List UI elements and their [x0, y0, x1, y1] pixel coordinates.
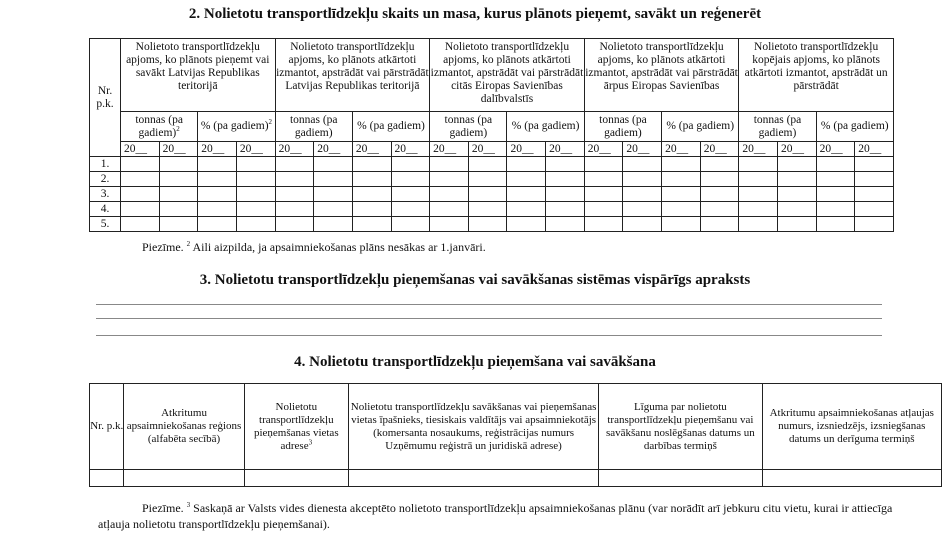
data-cell[interactable] [236, 157, 275, 172]
data-cell[interactable] [236, 202, 275, 217]
data-cell[interactable] [198, 202, 237, 217]
table-row [90, 157, 894, 172]
data-cell[interactable] [159, 157, 198, 172]
year-cell[interactable]: 20__ [700, 142, 739, 157]
data-cell[interactable] [352, 187, 391, 202]
note-prefix: Piezīme. [142, 240, 184, 254]
year-cell[interactable]: 20__ [352, 142, 391, 157]
data-cell[interactable] [739, 172, 778, 187]
vehicle-volume-table [89, 38, 894, 232]
data-cell[interactable] [314, 157, 353, 172]
cell-address[interactable] [244, 470, 348, 487]
cell-nr[interactable] [90, 470, 124, 487]
data-cell[interactable] [352, 172, 391, 187]
tonnas-header: tonnas (pa gadiem) [739, 112, 816, 142]
data-cell[interactable] [468, 187, 507, 202]
year-cell[interactable]: 20__ [430, 142, 469, 157]
data-cell[interactable] [391, 187, 430, 202]
tonnas-header: tonnas (pa gadiem) [584, 112, 661, 142]
group-header-4: Nolietoto transportlīdzekļu apjoms, ko plānots atkārtoti izmantot, apstrādāt vai pārstrādāt ārpus Eiropas Savienības [584, 39, 739, 112]
table-row [90, 202, 894, 217]
section-4-title: 4. Nolietotu transportlīdzekļu pieņemšana vai savākšana [294, 354, 656, 370]
table-row [90, 187, 894, 202]
tonnas-header: tonnas (pa gadiem) [430, 112, 507, 142]
data-cell[interactable] [121, 202, 160, 217]
description-line-1[interactable] [96, 304, 882, 305]
percent-header [198, 112, 275, 142]
year-cell[interactable]: 20__ [855, 142, 894, 157]
data-cell[interactable] [507, 157, 546, 172]
address-header [244, 384, 348, 470]
data-cell[interactable] [314, 187, 353, 202]
data-cell[interactable] [198, 157, 237, 172]
year-cell[interactable]: 20__ [159, 142, 198, 157]
table-row [90, 470, 942, 487]
data-cell[interactable] [584, 187, 623, 202]
year-cell[interactable]: 20__ [623, 142, 662, 157]
row-number: 1. [90, 157, 121, 172]
footnote-2 [142, 240, 486, 255]
data-cell[interactable] [816, 172, 855, 187]
data-cell[interactable] [546, 157, 585, 172]
data-cell[interactable] [468, 217, 507, 232]
data-cell[interactable] [352, 202, 391, 217]
data-cell[interactable] [700, 172, 739, 187]
data-cell[interactable] [275, 157, 314, 172]
group-header-1: Nolietoto transportlīdzekļu apjoms, ko plānots pieņemt vai savākt Latvijas Republikas teritorijā [121, 39, 276, 112]
year-cell[interactable]: 20__ [546, 142, 585, 157]
data-cell[interactable] [507, 172, 546, 187]
note-prefix: Piezīme. [142, 501, 184, 515]
year-cell[interactable]: 20__ [275, 142, 314, 157]
data-cell[interactable] [584, 217, 623, 232]
data-cell[interactable] [275, 217, 314, 232]
collection-points-table [89, 383, 942, 487]
footnote-ref: 2 [186, 240, 191, 248]
data-cell[interactable] [468, 157, 507, 172]
data-cell[interactable] [391, 217, 430, 232]
data-cell[interactable] [546, 202, 585, 217]
footnote-ref: 3 [186, 501, 191, 509]
data-cell[interactable] [121, 187, 160, 202]
percent-label: % (pa gadiem) [200, 120, 269, 132]
data-cell[interactable] [816, 217, 855, 232]
data-cell[interactable] [700, 217, 739, 232]
data-cell[interactable] [430, 157, 469, 172]
data-cell[interactable] [662, 157, 701, 172]
data-cell[interactable] [159, 202, 198, 217]
data-cell[interactable] [584, 172, 623, 187]
data-cell[interactable] [236, 187, 275, 202]
year-cell[interactable]: 20__ [391, 142, 430, 157]
data-cell[interactable] [623, 172, 662, 187]
cell-region[interactable] [124, 470, 244, 487]
data-cell[interactable] [584, 202, 623, 217]
data-cell[interactable] [855, 187, 894, 202]
group-header-2: Nolietoto transportlīdzekļu apjoms, ko plānots atkārtoti izmantot, apstrādāt vai pārstrādāt Latvijas Republikas teritorijā [275, 39, 430, 112]
data-cell[interactable] [584, 157, 623, 172]
data-cell[interactable] [430, 217, 469, 232]
data-cell[interactable] [739, 187, 778, 202]
data-cell[interactable] [855, 157, 894, 172]
description-line-2[interactable] [96, 318, 882, 319]
data-cell[interactable] [275, 172, 314, 187]
year-row [90, 142, 894, 157]
data-cell[interactable] [739, 202, 778, 217]
footnote-ref: 3 [308, 437, 313, 446]
data-cell[interactable] [739, 157, 778, 172]
data-cell[interactable] [777, 202, 816, 217]
data-cell[interactable] [275, 187, 314, 202]
data-cell[interactable] [507, 217, 546, 232]
data-cell[interactable] [121, 157, 160, 172]
cell-owner[interactable] [348, 470, 598, 487]
data-cell[interactable] [198, 187, 237, 202]
data-cell[interactable] [700, 157, 739, 172]
data-cell[interactable] [391, 172, 430, 187]
data-cell[interactable] [430, 187, 469, 202]
footnote-3 [98, 500, 898, 532]
row-number: 5. [90, 217, 121, 232]
owner-header: Nolietotu transportlīdzekļu savākšanas vai pieņemšanas vietas īpašnieks, tiesiskais valdītājs vai apsaimniekotājs (komersanta nosaukums, reģistrācijas numurs Uzņēmumu reģistrā un juridiskā adrese) [348, 384, 598, 470]
cell-contract[interactable] [599, 470, 762, 487]
nr-header: Nr. p.k. [90, 39, 121, 157]
cell-permit[interactable] [762, 470, 941, 487]
year-cell[interactable]: 20__ [777, 142, 816, 157]
description-line-3[interactable] [96, 335, 882, 336]
data-cell[interactable] [546, 187, 585, 202]
table-row [90, 172, 894, 187]
data-cell[interactable] [121, 217, 160, 232]
data-cell[interactable] [739, 217, 778, 232]
year-cell[interactable]: 20__ [739, 142, 778, 157]
data-cell[interactable] [121, 172, 160, 187]
data-cell[interactable] [159, 217, 198, 232]
footnote-ref: 2 [268, 118, 273, 127]
data-cell[interactable] [314, 172, 353, 187]
footnote-ref: 2 [176, 124, 180, 133]
nr-header: Nr. p.k. [90, 384, 124, 470]
data-cell[interactable] [236, 217, 275, 232]
data-cell[interactable] [391, 157, 430, 172]
data-cell[interactable] [700, 202, 739, 217]
tonnas-label: tonnas (pa gadiem) [135, 113, 183, 139]
year-cell[interactable]: 20__ [236, 142, 275, 157]
year-cell[interactable]: 20__ [662, 142, 701, 157]
year-cell[interactable]: 20__ [584, 142, 623, 157]
data-cell[interactable] [159, 172, 198, 187]
data-cell[interactable] [623, 157, 662, 172]
permit-header: Atkritumu apsaimniekošanas atļaujas numurs, izsniedzējs, izsniegšanas datums un derīguma termiņš [762, 384, 941, 470]
data-cell[interactable] [507, 202, 546, 217]
data-cell[interactable] [352, 157, 391, 172]
data-cell[interactable] [430, 172, 469, 187]
data-cell[interactable] [391, 202, 430, 217]
subheader-row [90, 112, 894, 142]
section-3-title: 3. Nolietotu transportlīdzekļu pieņemšanas vai savākšanas sistēmas vispārīgs apraksts [199, 272, 751, 288]
table-row [90, 217, 894, 232]
data-cell[interactable] [777, 157, 816, 172]
data-cell[interactable] [546, 217, 585, 232]
data-cell[interactable] [662, 202, 701, 217]
data-cell[interactable] [855, 202, 894, 217]
data-cell[interactable] [623, 202, 662, 217]
data-cell[interactable] [198, 217, 237, 232]
data-cell[interactable] [816, 202, 855, 217]
data-cell[interactable] [468, 202, 507, 217]
data-cell[interactable] [662, 187, 701, 202]
contract-header: Līguma par nolietotu transportlīdzekļu pieņemšanu vai savākšanu noslēgšanas datums un darbības termiņš [599, 384, 762, 470]
note-text: Aili aizpilda, ja apsaimniekošanas plāns nesākas ar 1.janvāri. [192, 240, 486, 254]
group-header-3: Nolietoto transportlīdzekļu apjoms, ko plānots atkārtoti izmantot, apstrādāt vai pārstrādāt citās Eiropas Savienības dalībvalstīs [430, 39, 585, 112]
year-cell[interactable]: 20__ [507, 142, 546, 157]
year-cell[interactable]: 20__ [121, 142, 160, 157]
note-text: Saskaņā ar Valsts vides dienesta akceptēto nolietoto transportlīdzekļu apsaimniekošanas plānu (var norādīt arī jebkuru citu vietu, kurai ir attiecīga atļauja nolietotu transportlīdzekļu pieņemšanai). [98, 501, 893, 531]
row-number: 3. [90, 187, 121, 202]
tonnas-header: tonnas (pa gadiem) [275, 112, 352, 142]
percent-header: % (pa gadiem) [816, 112, 893, 142]
year-cell[interactable]: 20__ [314, 142, 353, 157]
data-cell[interactable] [816, 157, 855, 172]
data-cell[interactable] [314, 202, 353, 217]
percent-header: % (pa gadiem) [507, 112, 584, 142]
data-cell[interactable] [314, 217, 353, 232]
data-cell[interactable] [777, 217, 816, 232]
data-cell[interactable] [507, 187, 546, 202]
data-cell[interactable] [855, 217, 894, 232]
data-cell[interactable] [236, 172, 275, 187]
address-label: Nolietotu transportlīdzekļu pieņemšanas vietas adrese [253, 400, 339, 452]
data-cell[interactable] [700, 187, 739, 202]
data-cell[interactable] [623, 217, 662, 232]
data-cell[interactable] [468, 172, 507, 187]
data-cell[interactable] [662, 217, 701, 232]
year-cell[interactable]: 20__ [816, 142, 855, 157]
group-header-5: Nolietoto transportlīdzekļu kopējais apjoms, ko plānots atkārtoti izmantot, apstrādāt un pārstrādāt [739, 39, 894, 112]
data-cell[interactable] [777, 187, 816, 202]
data-cell[interactable] [546, 172, 585, 187]
region-header: Atkritumu apsaimniekošanas reģions (alfabēta secībā) [124, 384, 244, 470]
data-cell[interactable] [352, 217, 391, 232]
data-cell[interactable] [816, 187, 855, 202]
year-cell[interactable]: 20__ [198, 142, 237, 157]
percent-header: % (pa gadiem) [662, 112, 739, 142]
section-2-title: 2. Nolietotu transportlīdzekļu skaits un masa, kurus plānots pieņemt, savākt un reģenerēt [188, 6, 762, 22]
data-cell[interactable] [275, 202, 314, 217]
year-cell[interactable]: 20__ [468, 142, 507, 157]
tonnas-header [121, 112, 198, 142]
data-cell[interactable] [430, 202, 469, 217]
data-cell[interactable] [159, 187, 198, 202]
percent-header: % (pa gadiem) [352, 112, 429, 142]
data-cell[interactable] [662, 172, 701, 187]
data-cell[interactable] [777, 172, 816, 187]
row-number: 4. [90, 202, 121, 217]
data-cell[interactable] [855, 172, 894, 187]
data-cell[interactable] [198, 172, 237, 187]
row-number: 2. [90, 172, 121, 187]
data-cell[interactable] [623, 187, 662, 202]
